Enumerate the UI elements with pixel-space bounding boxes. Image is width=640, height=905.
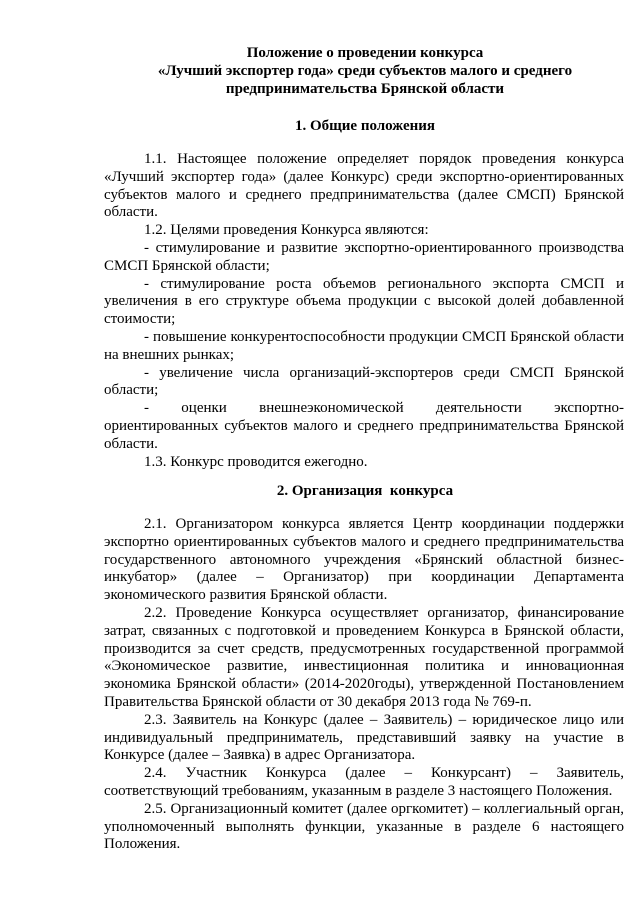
title-line: предпринимательства Брянской области [225,81,505,97]
section-heading: 2. Организация конкурса [276,483,454,499]
paragraph: 2.3. Заявитель на Конкурс (далее – Заявитель) – юридическое лицо или индивидуальный предприниматель, представивший заявку на участие в Конкурсе (далее – Заявка) в адрес Организатора. [104,711,624,764]
list-item: - увеличение числа организаций-экспортеров среди СМСП Брянской области; [104,364,624,399]
list-item: - оценки внешнеэкономической деятельности экспортно-ориентированных субъектов малого и среднего предпринимательства Брянской области. [104,400,624,452]
list-item: - стимулирование роста объемов регионального экспорта СМСП и увеличения в его структуре объема продукции с высокой долей добавленной стоимости; [104,275,624,328]
section-body [104,516,624,854]
section-body [104,151,624,471]
section-heading: 1. Общие положения [294,118,436,134]
paragraph: 1.3. Конкурс проводится ежегодно. [144,453,368,470]
title-line: Положение о проведении конкурса [246,45,484,61]
document-title [100,44,630,98]
title-line: «Лучший экспортер года» среди субъектов малого и среднего [157,63,573,79]
list-item: - стимулирование и развитие экспортно-ориентированного производства СМСП Брянской области; [104,239,624,274]
paragraph: 1.2. Целями проведения Конкурса являются: [144,222,429,239]
paragraph: 1.1. Настоящее положение определяет порядок проведения конкурса «Лучший экспортер года» (далее Конкурс) среди экспортно-ориентированных субъектов малого и среднего предпринимательства (далее СМСП) Брянской области. [104,151,624,221]
paragraph: 2.2. Проведение Конкурса осуществляет организатор, финансирование затрат, связанных с подготовкой и проведением Конкурса в Брянской области, производится за счет средств, предусмотренных государственной программой «Экономическое развитие, инвестиционная политика и инновационная экономика Брянской области» (2014-2020годы), утвержденной Постановлением Правительства Брянской области от 30 декабря 2013 года № 769-п. [104,604,624,710]
paragraph: 2.1. Организатором конкурса является Центр координации поддержки экспортно ориентированных субъектов малого и среднего предпринимательства государственного автономного учреждения «Брянский областной бизнес-инкубатор» (далее – Организатор) при координации Департамента экономического развития Брянской области. [104,516,624,604]
paragraph: 2.4. Участник Конкурса (далее – Конкурсант) – Заявитель, соответствующий требованиям, указанным в разделе 3 настоящего Положения. [104,765,624,799]
paragraph: 2.5. Организационный комитет (далее оргкомитет) – коллегиальный орган, уполномоченный выполнять функции, указанные в разделе 6 настоящего Положения. [104,800,624,853]
list-item: - повышение конкурентоспособности продукции СМСП Брянской области на внешних рынках; [104,328,624,363]
